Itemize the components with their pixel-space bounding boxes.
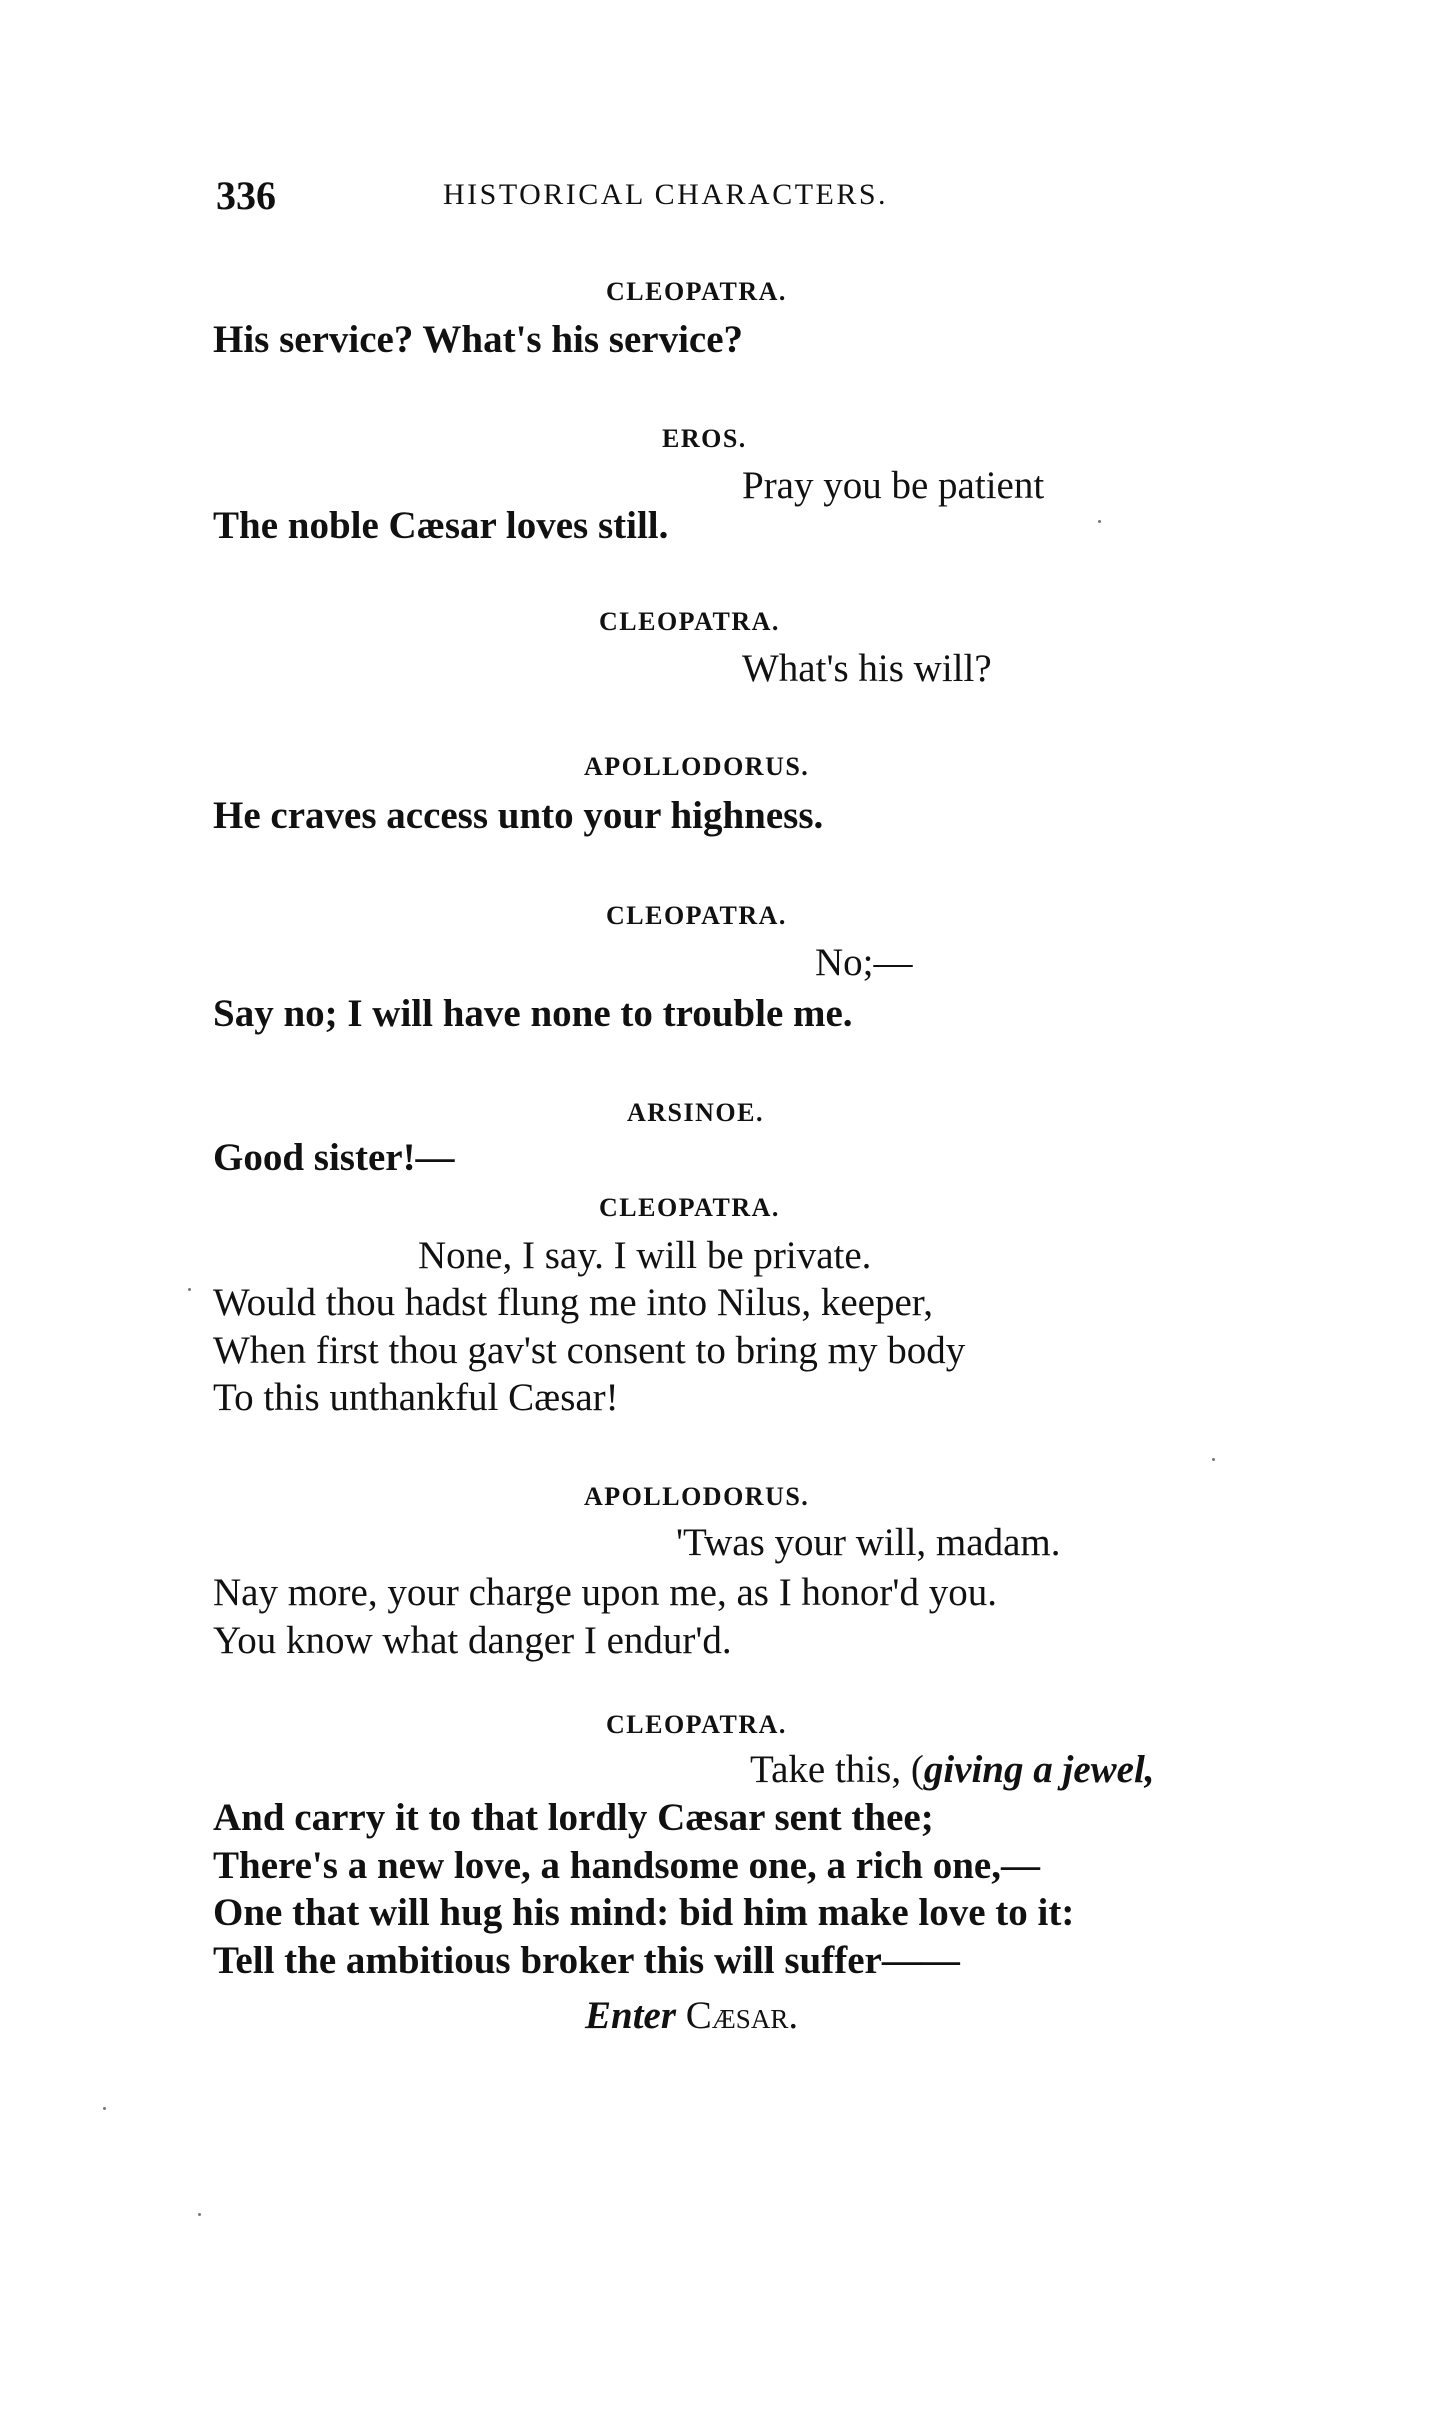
dialogue-line: 'Twas your will, madam. — [676, 1521, 1061, 1564]
dialogue-line: Tell the ambitious broker this will suffer—— — [213, 1939, 960, 1982]
dialogue-line: Pray you be patient — [742, 464, 1045, 507]
dialogue-line: And carry it to that lordly Cæsar sent thee; — [213, 1796, 934, 1839]
dialogue-line — [750, 1750, 1155, 1789]
speaker-name: EROS. — [662, 424, 747, 453]
speaker-name: CLEOPATRA. — [606, 901, 787, 930]
speaker-name: CLEOPATRA. — [599, 1193, 780, 1222]
dialogue-line: No;— — [815, 941, 913, 984]
entrance-character: Cæsar. — [685, 1994, 799, 2037]
dialogue-line: When first thou gav'st consent to bring my body — [213, 1329, 966, 1372]
dialogue-line: None, I say. I will be private. — [418, 1234, 872, 1277]
dialogue-line: Good sister!— — [213, 1136, 455, 1179]
dialogue-line: You know what danger I endur'd. — [213, 1619, 732, 1662]
paper-speck — [103, 2107, 106, 2110]
entrance-direction — [585, 1996, 798, 2035]
paper-speck — [1212, 1458, 1215, 1461]
speaker-name: ARSINOE. — [627, 1098, 764, 1127]
paper-speck — [1098, 520, 1101, 523]
speaker-name: APOLLODORUS. — [584, 752, 810, 781]
dialogue-text: Take this, ( — [750, 1748, 924, 1791]
dialogue-line: What's his will? — [742, 647, 992, 690]
dialogue-line: The noble Cæsar loves still. — [213, 504, 669, 547]
entrance-verb: Enter — [585, 1994, 677, 2037]
dialogue-line: He craves access unto your highness. — [213, 794, 824, 837]
speaker-name: CLEOPATRA. — [599, 607, 780, 636]
dialogue-line: To this unthankful Cæsar! — [213, 1376, 619, 1419]
dialogue-line: Would thou hadst flung me into Nilus, keeper, — [213, 1281, 933, 1324]
paper-speck — [198, 2213, 201, 2216]
dialogue-line: Say no; I will have none to trouble me. — [213, 992, 853, 1035]
dialogue-line: Nay more, your charge upon me, as I honor'd you. — [213, 1571, 997, 1614]
speaker-name: APOLLODORUS. — [584, 1482, 810, 1511]
dialogue-line: There's a new love, a handsome one, a rich one,— — [213, 1844, 1040, 1887]
dialogue-line: One that will hug his mind: bid him make love to it: — [213, 1891, 1075, 1934]
speaker-name: CLEOPATRA. — [606, 1710, 787, 1739]
page-number: 336 — [216, 173, 276, 218]
speaker-name: CLEOPATRA. — [606, 277, 787, 306]
stage-direction: giving a jewel, — [923, 1748, 1155, 1791]
running-title: HISTORICAL CHARACTERS. — [443, 178, 889, 211]
paper-speck — [188, 1288, 191, 1291]
dialogue-line: His service? What's his service? — [213, 318, 744, 361]
